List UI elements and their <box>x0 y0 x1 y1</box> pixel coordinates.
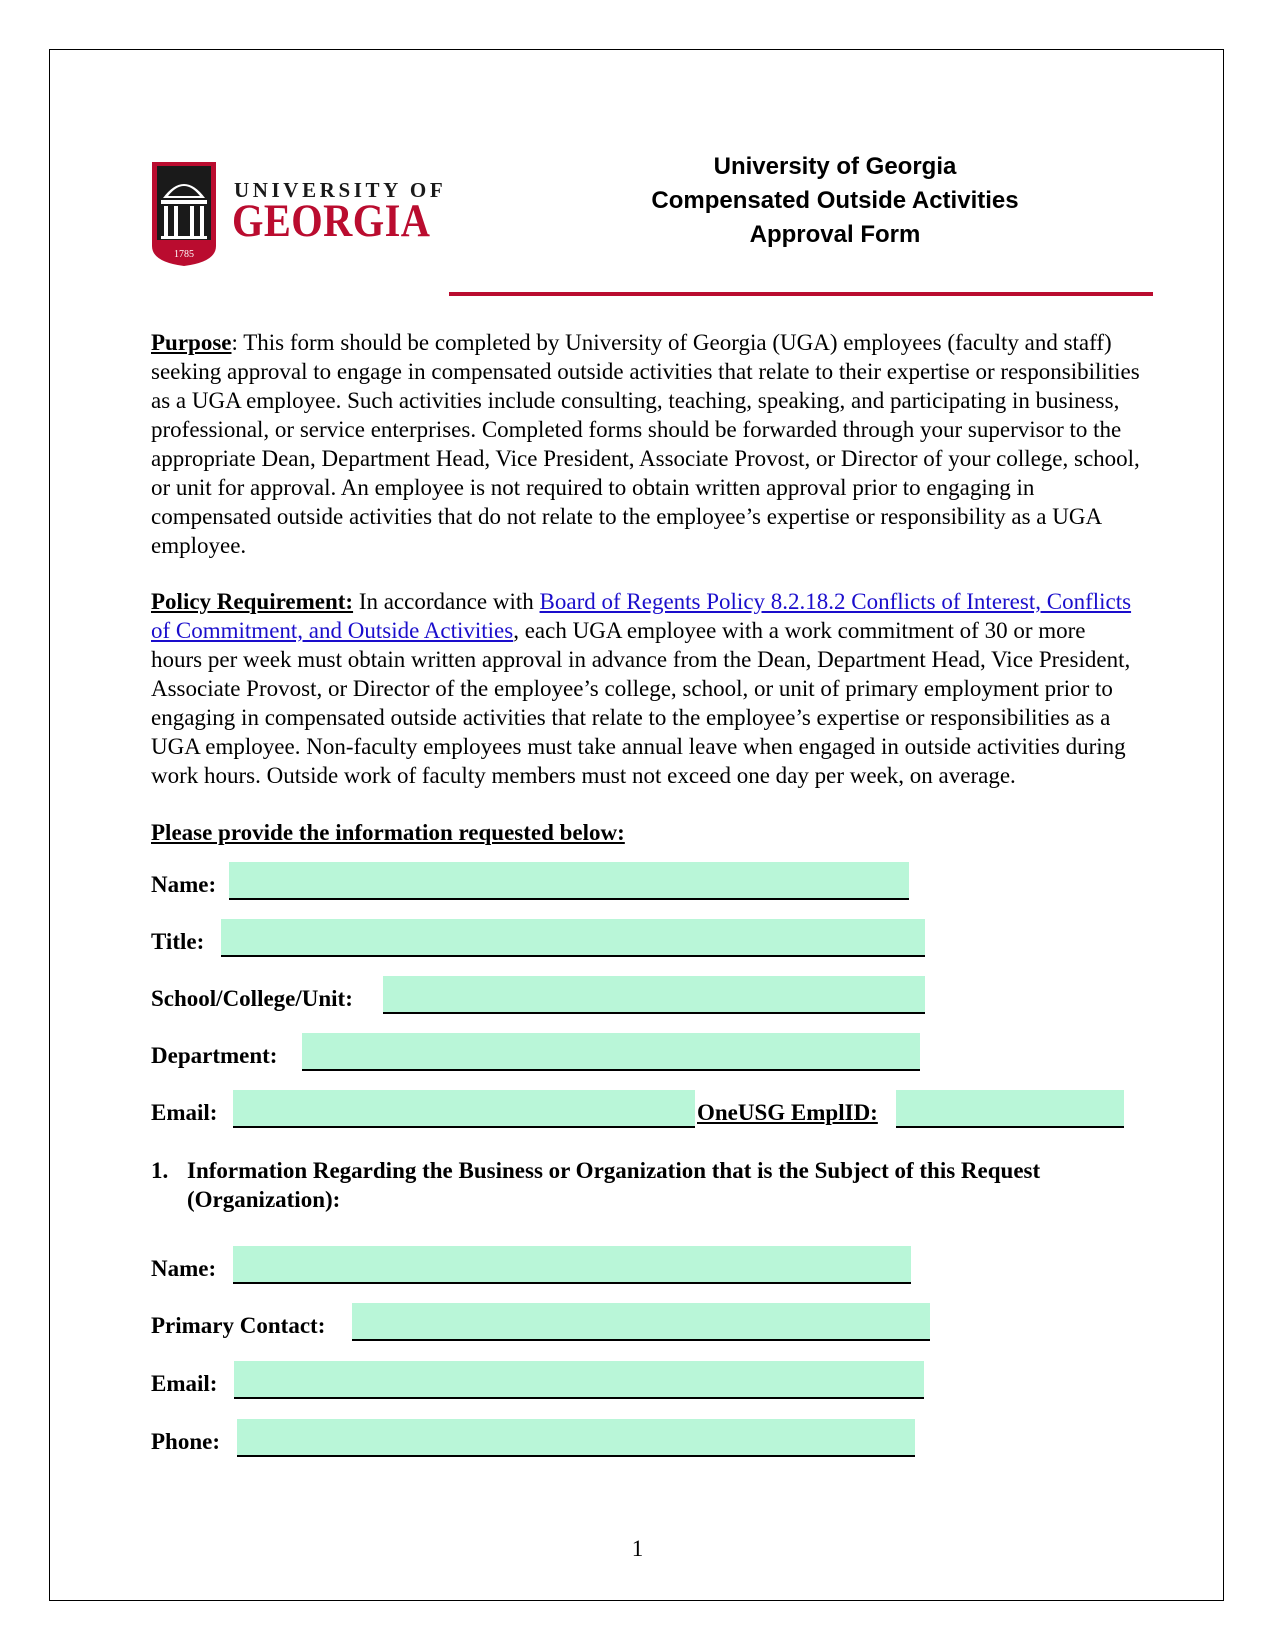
title-divider <box>449 292 1153 296</box>
org-name-row <box>151 1244 931 1284</box>
org-email-field[interactable] <box>234 1361 924 1399</box>
employee-name-field[interactable] <box>229 862 909 900</box>
unit-row <box>151 974 931 1014</box>
logo-year: 1785 <box>174 249 194 260</box>
page-number: 1 <box>631 1536 644 1561</box>
org-phone-field[interactable] <box>237 1419 915 1457</box>
unit-field[interactable] <box>383 976 925 1014</box>
unit-label: School/College/Unit: <box>151 986 353 1011</box>
org-name-label: Name: <box>151 1256 217 1281</box>
board-of-regents-policy-link[interactable]: Board of Regents Policy 8.2.18.2 Conflicts of Interest, Conflicts of Commitment, and Outside Activities <box>151 589 1132 643</box>
section-1-number: 1. <box>151 1158 169 1183</box>
department-label: Department: <box>151 1043 278 1068</box>
org-phone-label: Phone: <box>151 1429 220 1454</box>
policy-label: Policy Requirement: <box>151 589 354 614</box>
department-row <box>151 1031 931 1071</box>
employee-name-row <box>151 860 911 900</box>
policy-intro: In accordance with <box>353 589 540 614</box>
title-line-1: University of Georgia <box>713 153 957 180</box>
title-line-2: Compensated Outside Activities <box>651 187 1019 214</box>
primary-contact-field[interactable] <box>352 1303 930 1341</box>
primary-contact-row <box>151 1301 941 1341</box>
employee-name-label: Name: <box>151 872 217 897</box>
emplid-field[interactable] <box>896 1090 1124 1128</box>
purpose-paragraph <box>151 328 1141 560</box>
department-field[interactable] <box>302 1033 920 1071</box>
employee-email-field[interactable] <box>233 1090 695 1128</box>
employee-title-label: Title: <box>151 929 205 954</box>
org-phone-row <box>151 1417 931 1457</box>
arch-logo-icon <box>152 162 216 266</box>
purpose-label: Purpose <box>151 330 232 355</box>
form-title <box>590 150 1080 252</box>
logo-main-text: GEORGIA <box>232 195 431 247</box>
logo-top-text: UNIVERSITY OF <box>234 178 447 202</box>
org-name-field[interactable] <box>233 1246 911 1284</box>
primary-contact-label: Primary Contact: <box>151 1313 326 1338</box>
employee-title-field[interactable] <box>221 919 925 957</box>
uga-logo <box>152 162 447 270</box>
section-1-text: Information Regarding the Business or Organization that is the Subject of this Request (Organization): <box>187 1158 1041 1212</box>
email-emplid-row <box>151 1088 1127 1128</box>
purpose-text: : This form should be completed by University of Georgia (UGA) employees (faculty and staff) seeking approval to engage in compensated outside activities that relate to their expertise or responsibilities as a UGA employee. Such activities include consulting, teaching, speaking, and participating in business, professional, or service enterprises. Completed forms should be forwarded through your supervisor to the appropriate Dean, Department Head, Vice President, Associate Provost, or Director of your college, school, or unit for approval. An employee is not required to obtain written approval prior to engaging in compensated outside activities that do not relate to the employee’s expertise or responsibility as a UGA employee. <box>151 330 1140 558</box>
employee-email-label: Email: <box>151 1100 218 1125</box>
org-email-row <box>151 1359 941 1399</box>
policy-text: , each UGA employee with a work commitment of 30 or more hours per week must obtain written approval in advance from the Dean, Department Head, Vice President, Associate Provost, or Director of the employee’s college, school, or unit of primary employment prior to engaging in compensated outside activities that relate to the employee’s expertise or responsibilities as a UGA employee. Non-faculty employees must take annual leave when engaged in outside activities during work hours. Outside work of faculty members must not exceed one day per week, on average. <box>151 618 1131 788</box>
org-email-label: Email: <box>151 1371 218 1396</box>
title-line-3: Approval Form <box>749 221 921 248</box>
policy-paragraph <box>151 587 1141 790</box>
instructions: Please provide the information requested below: <box>151 820 625 845</box>
emplid-label: OneUSG EmplID: <box>697 1100 878 1125</box>
employee-title-row <box>151 917 931 957</box>
